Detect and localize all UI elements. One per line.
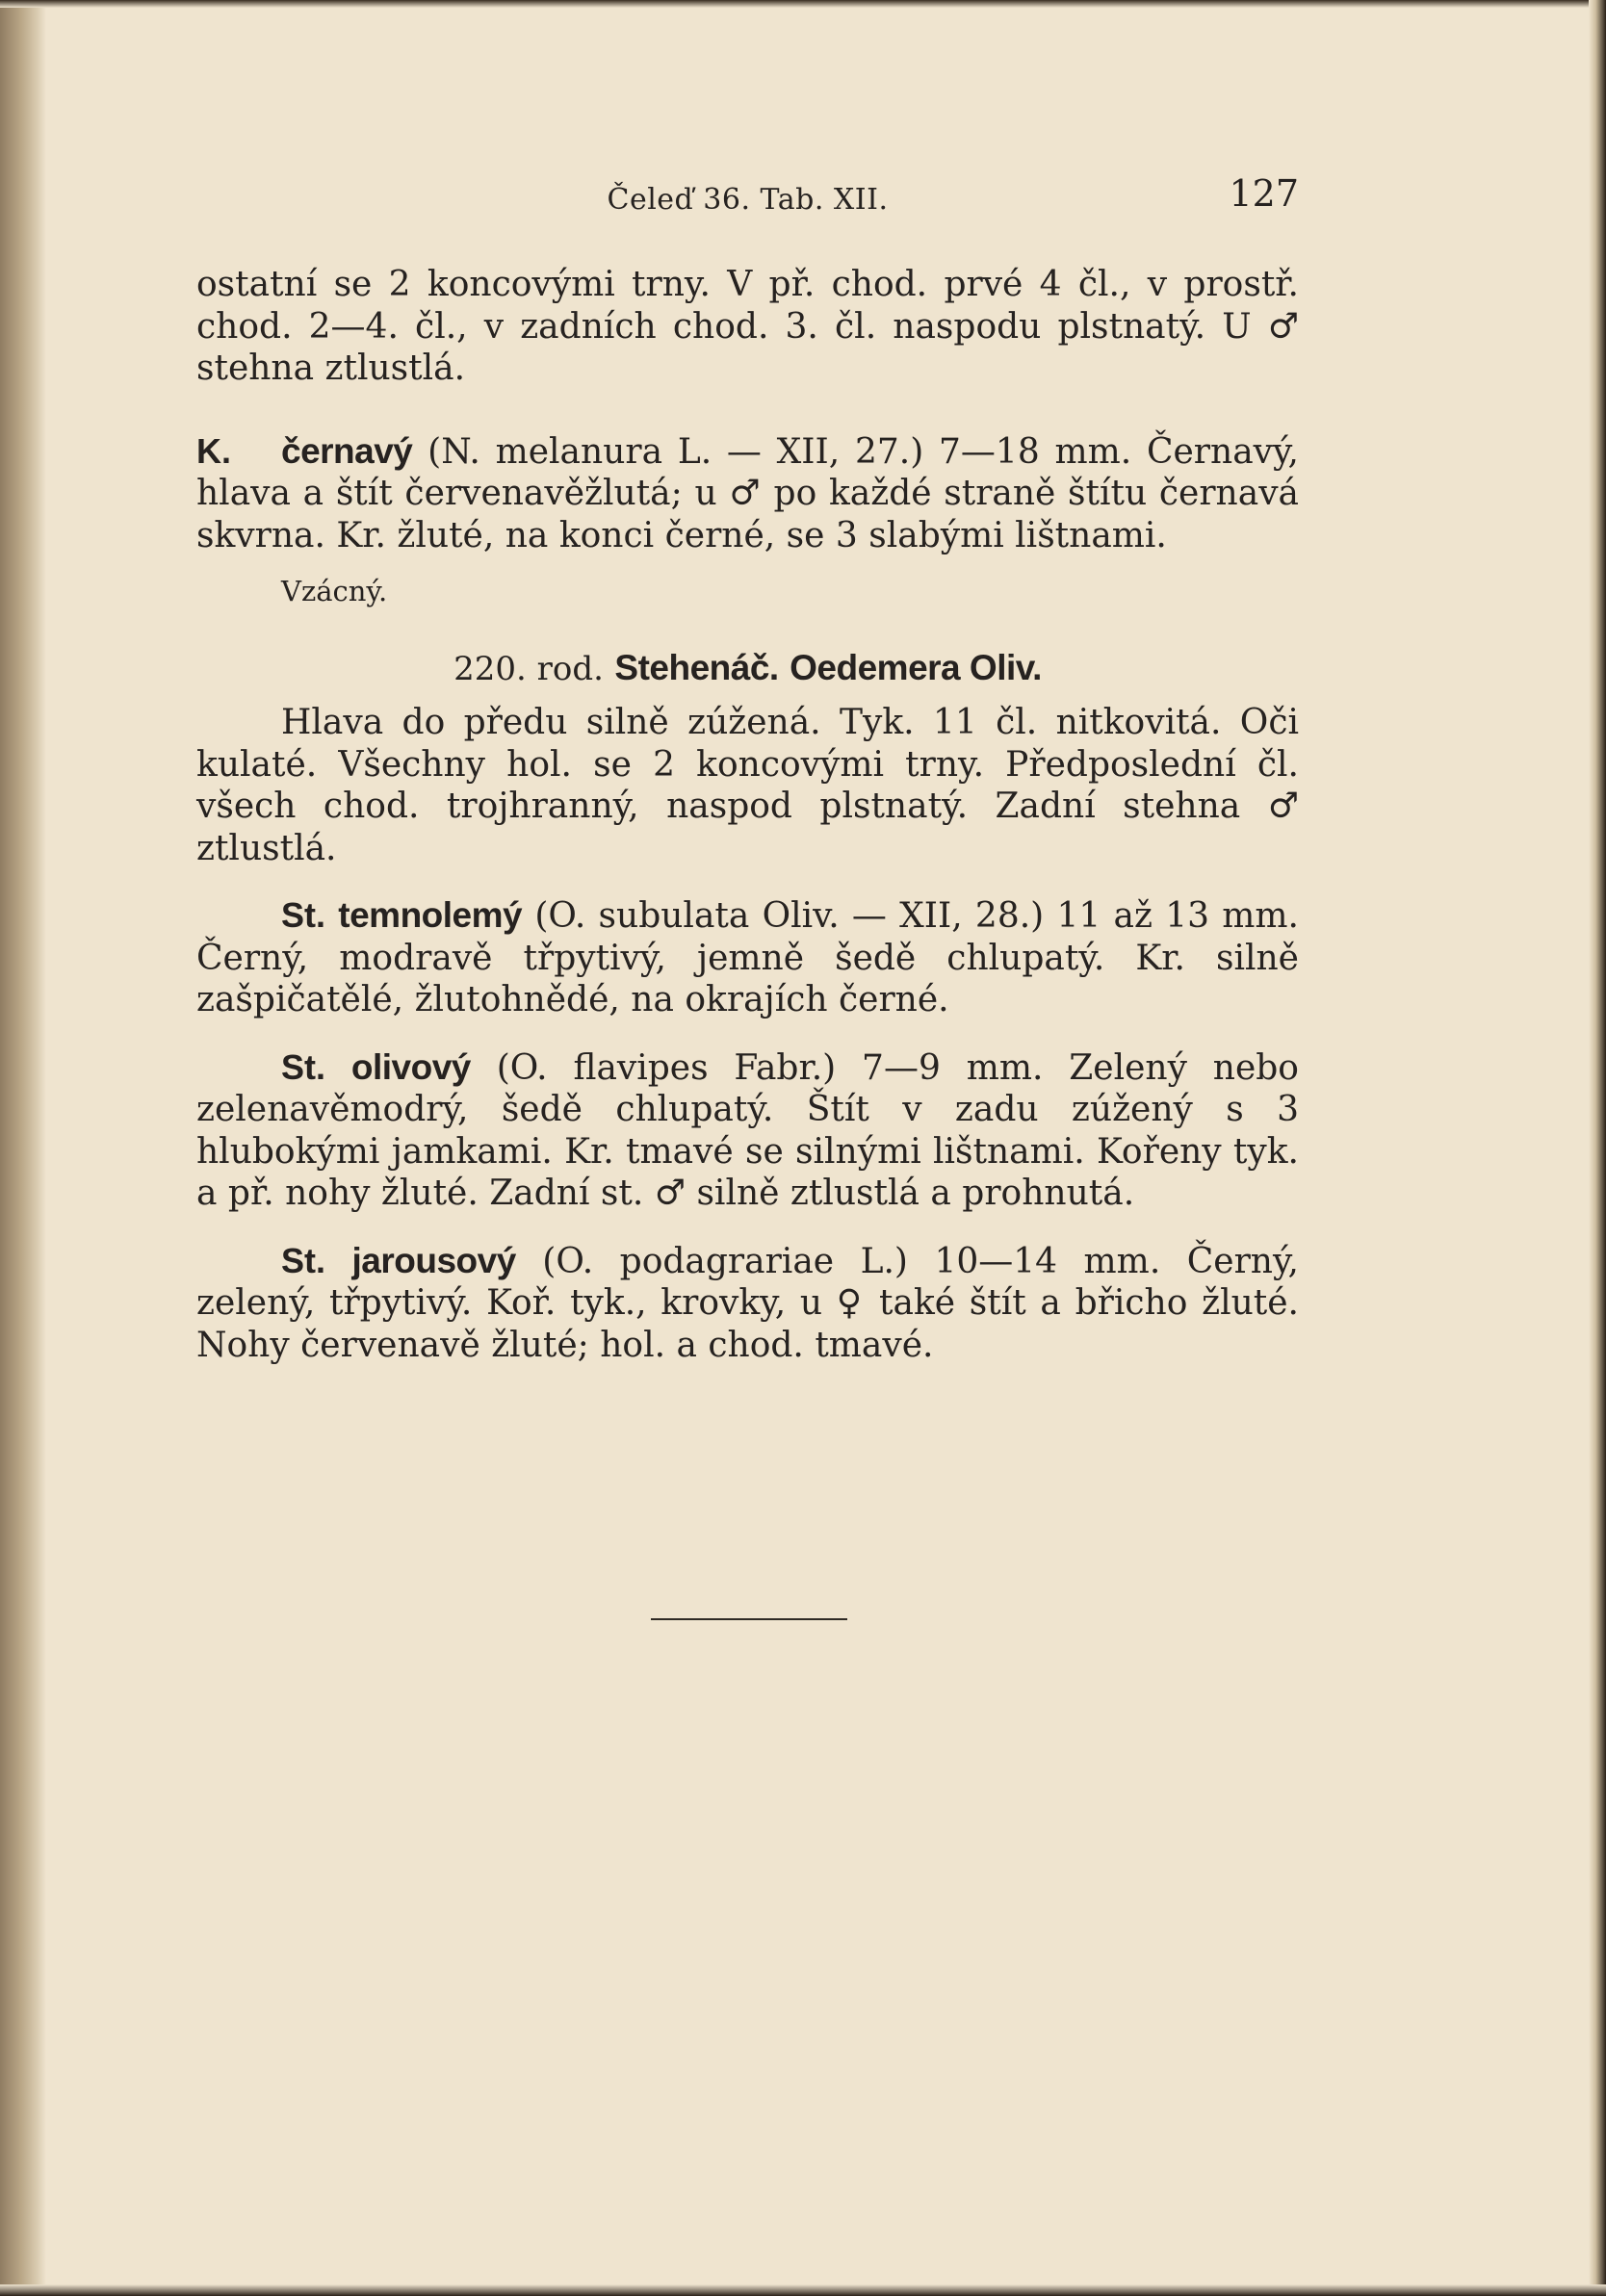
section-end-rule <box>651 1618 847 1620</box>
species-entry-cernavy <box>196 430 1299 557</box>
entry-name: černavý <box>281 430 413 471</box>
page-top-edge <box>0 0 1606 8</box>
rarity-note: Vzácný. <box>281 575 388 607</box>
page-right-edge <box>1589 0 1606 2296</box>
entry-text: (O. flavipes Fabr.) 7—9 mm. Zelený nebo zelenavěmodrý, šedě chlupatý. Štít v zadu zúžený s 3 hlubokými jamkami. Kr. tmavé se silnými lištnami. Kořeny tyk. a př. nohy žluté. Zadní st. ♂ silně ztlustlá a prohnutá. <box>196 1047 1299 1213</box>
species-entry-jarousovy <box>196 1240 1299 1367</box>
spacer <box>196 1215 1299 1240</box>
entry-abbr: St. <box>281 1240 326 1280</box>
entry-name: temnolemý <box>338 895 523 935</box>
page-number: 127 <box>1229 172 1299 215</box>
spacer <box>196 1021 1299 1046</box>
entry-abbr: St. <box>281 895 326 935</box>
indent <box>196 430 281 474</box>
entry-text: (N. melanura L. — XII, 27.) 7—18 mm. Černavý, hlava a štít červenavěžlutá; u ♂ po každé straně štítu černavá skvrna. Kr. žluté, na konci černé, se 3 slabými lištnami. <box>196 431 1299 555</box>
running-header <box>196 173 1299 221</box>
spacer <box>196 869 1299 894</box>
page-binding-shadow <box>0 0 46 2296</box>
page-content <box>196 173 1299 1366</box>
entry-text: (O. podagrariae L.) 10—14 mm. Černý, zelený, třpytivý. Koř. tyk., krovky, u ♀ také štít a břicho žluté. Nohy červenavě žluté; hol. a chod. tmavé. <box>196 1241 1299 1365</box>
entry-abbr: K. <box>196 430 231 471</box>
genus-czech-name: Stehenáč. <box>614 648 779 687</box>
genus-description-text: Hlava do předu silně zúžená. Tyk. 11 čl. nitkovitá. Oči kulaté. Všechny hol. se 2 koncovými trny. Předposlední čl. všech chod. trojhranný, naspod plstnatý. Zadní stehna ♂ ztlustlá. <box>196 703 1299 868</box>
entry-name: olivový <box>350 1046 471 1087</box>
entry-abbr: St. <box>281 1046 326 1087</box>
page-bottom-edge <box>0 2284 1606 2296</box>
intro-paragraph: ostatní se 2 koncovými trny. V př. chod. prvé 4 čl., v prostř. chod. 2—4. čl., v zadních chod. 3. čl. naspodu plstnatý. U ♂ stehna ztlustlá. <box>196 265 1299 388</box>
header-title: Čeleď 36. Tab. XII. <box>607 183 889 217</box>
spacer <box>196 390 1299 430</box>
genus-heading <box>196 645 1299 692</box>
species-entry-olivovy <box>196 1046 1299 1215</box>
genus-number: 220. rod. <box>453 650 604 688</box>
species-entry-temnolemy <box>196 894 1299 1021</box>
entry-name: jarousový <box>351 1240 516 1280</box>
entry-text: (O. subulata Oliv. — XII, 28.) 11 až 13 mm. Černý, modravě třpytivý, jemně šedě chlupatý. Kr. silně zašpičatělé, žlutohnědé, na okrajích černé. <box>196 896 1299 1019</box>
genus-latin-name: Oedemera Oliv. <box>790 648 1042 687</box>
genus-description <box>196 702 1299 869</box>
